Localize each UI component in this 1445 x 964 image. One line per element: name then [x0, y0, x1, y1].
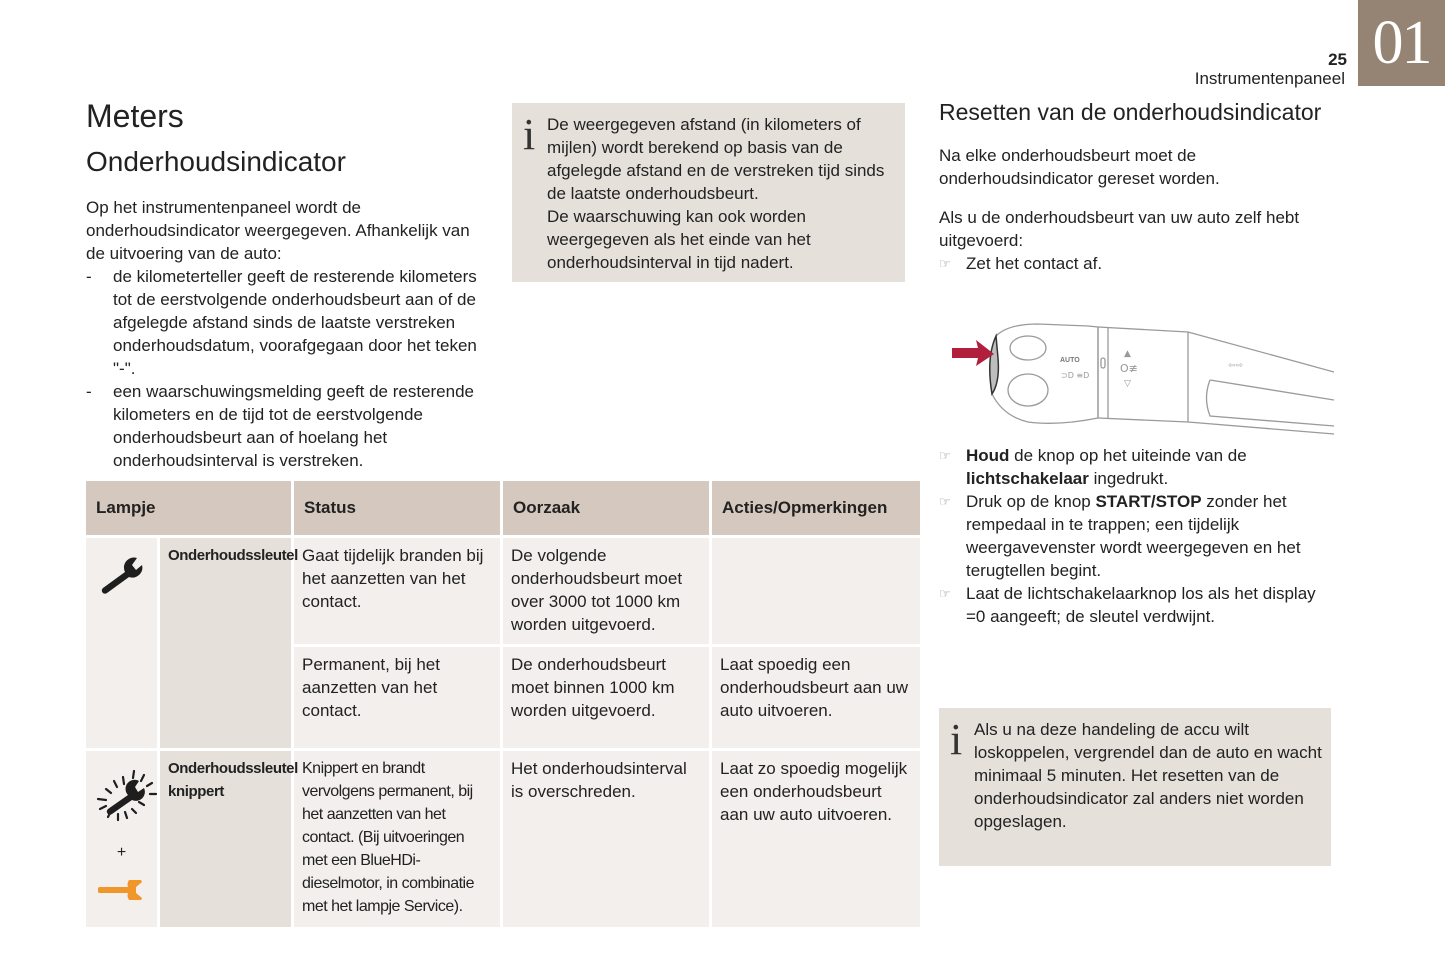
cause-cell: De onderhoudsbeurt moet binnen 1000 km worden uitgevoerd. [503, 647, 709, 748]
info-text [547, 113, 902, 274]
step-text: ingedrukt. [1088, 469, 1169, 488]
intro-text: Op het instrumentenpaneel wordt de onderhoudsindicator weergegeven. Afhankelijk van de uitvoering van de auto: [86, 198, 470, 263]
step-text: Druk op de knop [966, 492, 1096, 511]
info-paragraph: De weergegeven afstand (in kilometers of mijlen) wordt berekend op basis van de afgelegde afstand en de verstreken tijd sinds de laatste onderhoudsbeurt. [547, 115, 885, 203]
action-cell: Laat zo spoedig mogelijk een onderhoudsbeurt aan uw auto uitvoeren. [712, 751, 920, 927]
reset-prereq [939, 206, 1334, 275]
lamp-icon-cell [86, 538, 157, 748]
svg-text:▲: ▲ [1124, 349, 1131, 359]
list-item [939, 582, 1339, 628]
step-keyword: Houd [966, 446, 1010, 465]
column-header-status: Status [294, 481, 500, 535]
status-cell: Permanent, bij het aanzetten van het contact. [294, 647, 500, 748]
press-arrow-icon [952, 340, 994, 366]
step-text: de knop op het uiteinde van de [1009, 446, 1247, 465]
info-icon: i [523, 110, 536, 159]
reset-prereq-text: Als u de onderhoudsbeurt van uw auto zelf hebt uitgevoerd: [939, 208, 1300, 250]
list-item: - een waarschuwingsmelding geeft de resterende kilometers en de tijd tot de eerstvolgende onderhoudsbeurt aan of hoelang het onderhoudsinterval is verstreken. [86, 380, 486, 472]
section-name: Instrumentenpaneel [1194, 69, 1345, 88]
column-header-oorzaak: Oorzaak [503, 481, 709, 535]
info-icon: i [950, 715, 963, 764]
info-paragraph: De waarschuwing kan ook worden weergegeven als het einde van het onderhoudsinterval in tijd nadert. [547, 207, 811, 272]
svg-text:O≢: O≢ [1120, 362, 1138, 375]
plus-sign: + [116, 844, 127, 861]
reset-intro: Na elke onderhoudsbeurt moet de onderhoudsindicator gereset worden. [939, 146, 1220, 188]
column-header-lampje: Lampje [86, 481, 291, 535]
cause-cell: Het onderhoudsinterval is overschreden. [503, 751, 709, 927]
step-keyword: START/STOP [1095, 492, 1202, 511]
orange-wrench-icon [98, 880, 146, 900]
page-title: Meters [86, 98, 184, 134]
cause-cell: De volgende onderhoudsbeurt moet over 3000 tot 1000 km worden uitgevoerd. [503, 538, 709, 644]
pointing-hand-icon: ☞ [939, 448, 951, 463]
info-box-distance [512, 103, 905, 282]
svg-text:AUTO: AUTO [1060, 357, 1080, 364]
status-cell: Knippert en brandt vervolgens permanent, bij het aanzetten van het contact. (Bij uitvoeringen met een BlueHDi-dieselmotor, in combinatie met het lampje Service). [294, 751, 500, 927]
svg-text:▽: ▽ [1124, 379, 1131, 389]
light-switch-stalk-illustration [948, 318, 1334, 438]
lamp-name: Onderhoudssleutel [160, 538, 291, 748]
table-row [86, 751, 920, 927]
page-number: 25 [1328, 50, 1347, 69]
prereq-steps [939, 252, 1334, 275]
list-item: - de kilometerteller geeft de resterende kilometers tot de eerstvolgende onderhoudsbeurt aan of de afgelegde afstand sinds de laatste verstreken onderhoudsdatum, voorafgegaan door het teken "-". [86, 265, 486, 380]
lamp-icon-cell [86, 751, 157, 927]
action-cell [712, 538, 920, 644]
reset-steps [939, 444, 1339, 628]
intro-block [86, 196, 486, 472]
step-text: zonder het rempedaal in te trappen; een tijdelijk weergavevenster wordt weergegeven en het terugtellen begint. [966, 492, 1301, 580]
list-item [939, 444, 1339, 490]
wrench-icon [99, 554, 145, 594]
svg-text:⊃D ≡D: ⊃D ≡D [1061, 371, 1090, 380]
step-keyword: lichtschakelaar [966, 469, 1089, 488]
info-box-battery [939, 708, 1331, 866]
flashing-wrench-icon [94, 767, 158, 823]
list-item [939, 252, 1334, 275]
column-header-acties: Acties/Opmerkingen [712, 481, 920, 535]
section-subtitle: Onderhoudsindicator [86, 146, 346, 177]
pointing-hand-icon: ☞ [939, 256, 951, 271]
list-item [939, 490, 1339, 582]
variant-list [86, 265, 486, 472]
chapter-tab: 01 [1358, 0, 1445, 86]
table-header-row [86, 481, 920, 535]
lamp-name: Onderhoudssleutel knippert [160, 751, 291, 927]
action-cell: Laat spoedig een onderhoudsbeurt aan uw auto uitvoeren. [712, 647, 920, 748]
reset-section-title: Resetten van de onderhoudsindicator [939, 99, 1322, 125]
svg-text:⇦⇨: ⇦⇨ [1228, 361, 1244, 371]
table-row [86, 538, 920, 644]
warning-lamp-table [83, 478, 923, 930]
step-text: Laat de lichtschakelaarknop los als het display =0 aangeeft; de sleutel verdwijnt. [966, 584, 1316, 626]
step-text: Zet het contact af. [966, 254, 1103, 273]
info-text: Als u na deze handeling de accu wilt loskoppelen, vergrendel dan de auto en wacht minimaal 5 minuten. Het resetten van de onderhoudsindicator zal anders niet worden opgeslagen. [974, 720, 1322, 831]
status-cell: Gaat tijdelijk branden bij het aanzetten van het contact. [294, 538, 500, 644]
pointing-hand-icon: ☞ [939, 494, 951, 509]
pointing-hand-icon: ☞ [939, 586, 951, 601]
